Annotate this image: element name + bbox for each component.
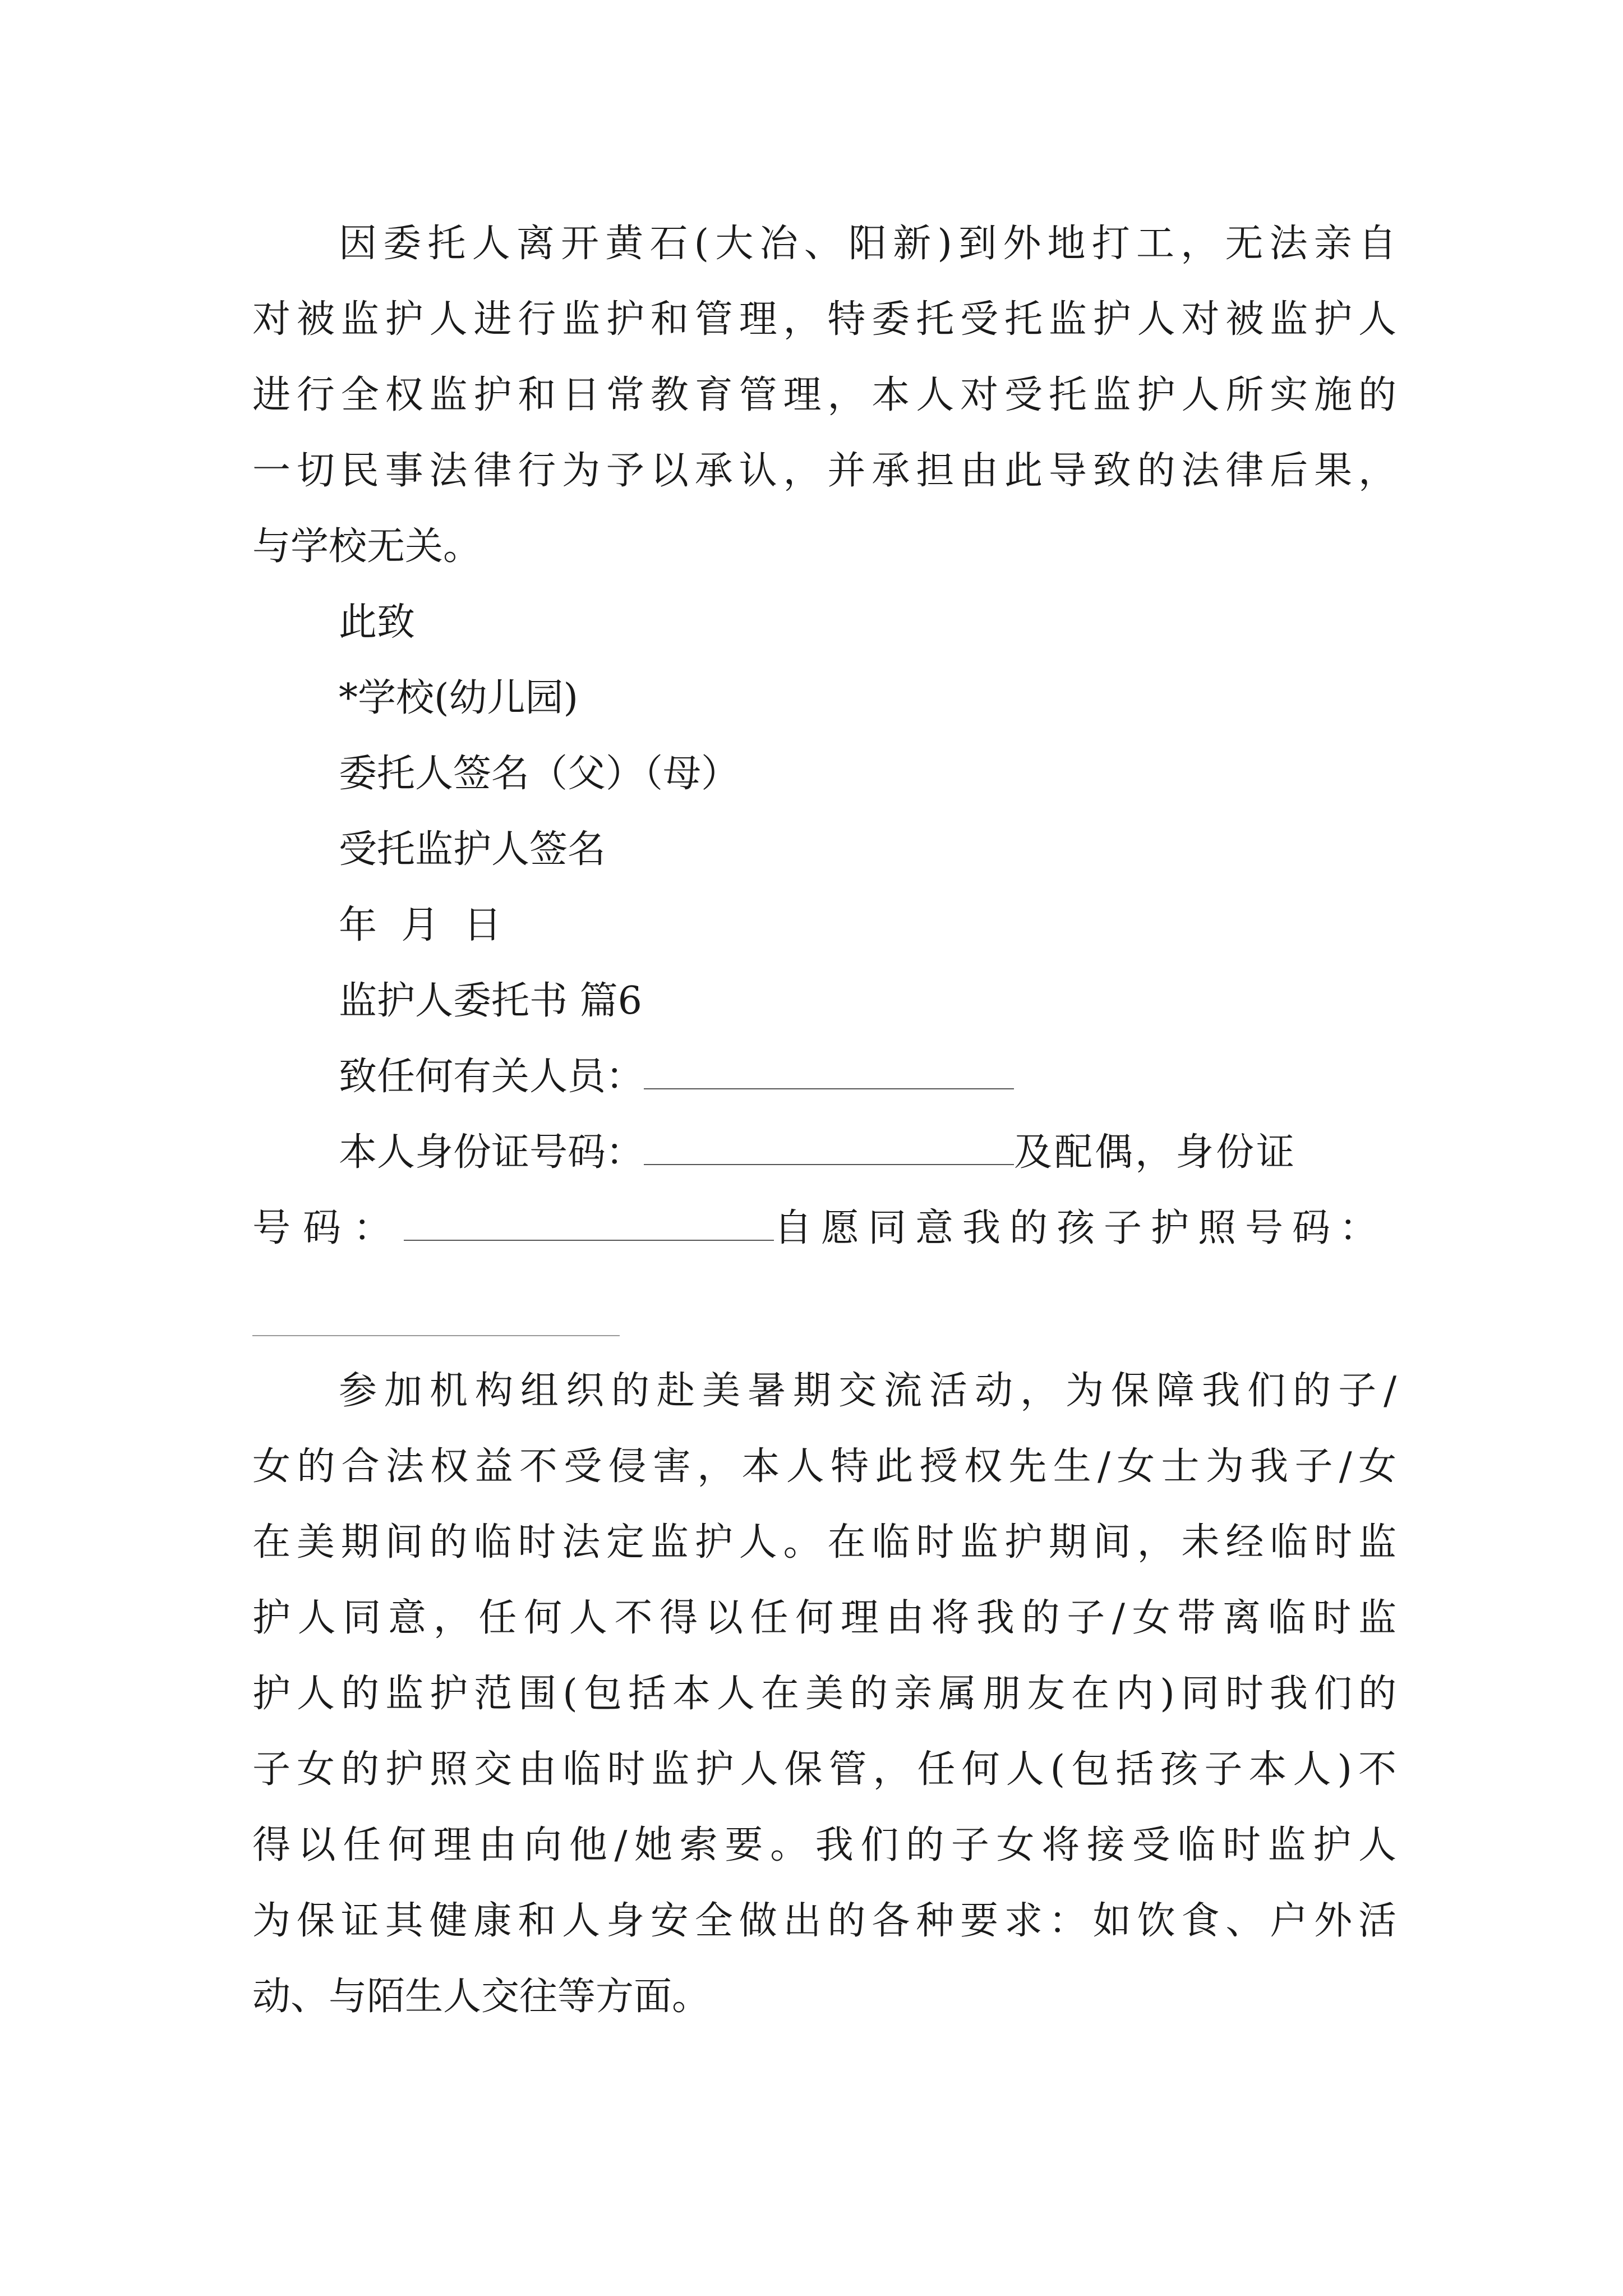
number-label: 号码： [252, 1206, 404, 1250]
addressee-line [339, 1049, 1396, 1105]
paragraph-line: 得以任何理由向他/她索要。我们的子女将接受临时监护人 [252, 1823, 1396, 1867]
blank-underline [644, 1125, 1014, 1165]
paragraph-line: 一切民事法律行为予以承认，并承担由此导致的法律后果， [252, 449, 1396, 493]
paragraph-line: 进行全权监护和日常教育管理，本人对受托监护人所实施的 [252, 373, 1396, 417]
blank-underline [644, 1049, 1014, 1089]
paragraph-line: 对被监护人进行监护和管理，特委托受托监护人对被监护人 [252, 297, 1396, 342]
section-title: 监护人委托书 篇6 [339, 979, 642, 1023]
id-label: 本人身份证号码： [339, 1130, 644, 1175]
guardian-signature-label: 受托监护人签名 [339, 827, 606, 872]
paragraph-line: 因委托人离开黄石(大冶、阳新)到外地打工，无法亲自 [339, 222, 1396, 266]
blank-underline [404, 1200, 774, 1241]
paragraph-line: 护人的监护范围(包括本人在美的亲属朋友在内)同时我们的 [252, 1672, 1396, 1716]
recipient-school: *学校(幼儿园) [339, 676, 579, 720]
paragraph-line: 护人同意，任何人不得以任何理由将我的子/女带离临时监 [252, 1596, 1396, 1640]
salutation: 此致 [339, 600, 416, 645]
paragraph-line: 子女的护照交由临时监护人保管，任何人(包括孩子本人)不 [252, 1747, 1396, 1792]
spouse-label: 及配偶，身份证 [1014, 1130, 1297, 1175]
delegator-signature-label: 委托人签名（父）（母） [339, 752, 740, 796]
id-line [339, 1125, 1396, 1181]
paragraph-line: 参加机构组织的赴美暑期交流活动，为保障我们的子/ [339, 1369, 1396, 1413]
consent-label: 自愿同意我的孩子护照号码： [774, 1206, 1387, 1250]
paragraph-line: 动、与陌生人交往等方面。 [252, 1975, 711, 2019]
addressee-label: 致任何有关人员： [339, 1055, 644, 1099]
blank-underline [252, 1335, 620, 1336]
paragraph-line: 为保证其健康和人身安全做出的各种要求：如饮食、户外活 [252, 1899, 1396, 1943]
id-line-continued [252, 1200, 1396, 1257]
paragraph-line: 在美期间的临时法定监护人。在临时监护期间，未经临时监 [252, 1520, 1396, 1565]
date-label: 年 月 日 [339, 903, 502, 947]
paragraph-line: 女的合法权益不受侵害，本人特此授权先生/女士为我子/女 [252, 1444, 1396, 1489]
paragraph-line: 与学校无关。 [252, 524, 482, 569]
